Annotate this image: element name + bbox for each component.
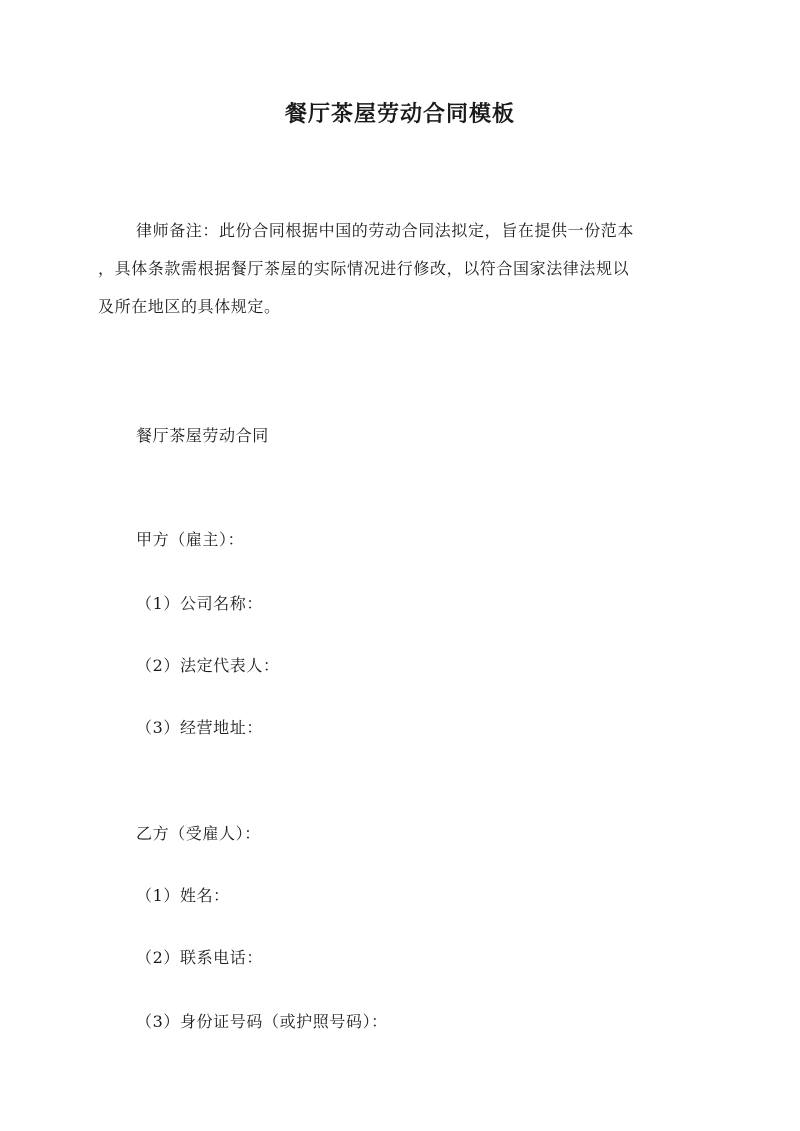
party-a-legal-representative: （2）法定代表人： (136, 656, 280, 675)
party-a-company-name: （1）公司名称： (136, 594, 263, 613)
party-a-business-address: （3）经营地址： (136, 718, 263, 737)
party-b-heading: 乙方（受雇人）： (136, 824, 261, 843)
lawyer-note-line-2: ，具体条款需根据餐厅茶屋的实际情况进行修改，以符合国家法律法规以 (98, 259, 630, 278)
contract-heading: 餐厅茶屋劳动合同 (136, 426, 269, 445)
document-title: 餐厅茶屋劳动合同模板 (284, 101, 515, 127)
lawyer-note (98, 212, 702, 326)
party-a-heading: 甲方（雇主）： (136, 530, 245, 549)
party-b-id-number: （3）身份证号码（或护照号码）： (136, 1012, 388, 1031)
lawyer-note-line-1: 律师备注：此份合同根据中国的劳动合同法拟定，旨在提供一份范本 (136, 221, 635, 240)
lawyer-note-line-3: 及所在地区的具体规定。 (98, 297, 281, 316)
party-b-name: （1）姓名： (136, 886, 230, 905)
party-b-phone: （2）联系电话： (136, 948, 263, 967)
